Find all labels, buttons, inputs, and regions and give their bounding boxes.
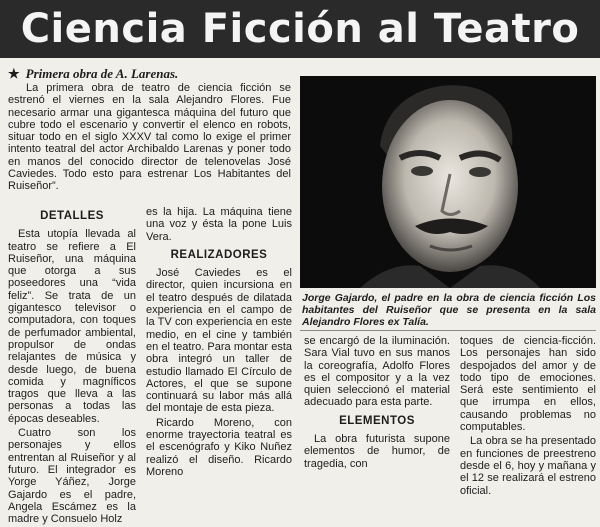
photo-caption: Jorge Gajardo, el padre en la obra de ciencia ficción Los habitantes del Ruiseñor que se presenta en la sala Alejandro Flores ex Talía. [302,292,596,328]
kicker [8,66,178,82]
lead-text: La primera obra de teatro de ciencia ficción se estrenó el viernes en la sala Alejandro Flores. Fue necesario armar una gigantesca máquina del futuro que cubre todo el escenario y convertir el elenco en robots, situar todo en el siglo XXXV tal como lo exige el primer intento teatral del actor Archibaldo Larenas y poner todo en manos del conocido director de telenovelas José Caviedes. Todo esto para estrenar Los Habitantes del Ruiseñor”. [8,82,291,193]
column-3 [304,335,450,472]
section-heading-elementos: ELEMENTOS [339,414,415,427]
col2-continuation: es la hija. La máquina tiene una voz y ésta la pone Luis Vera. [146,206,292,243]
col4-paragraph: La obra se ha presentado en funciones de preestreno desde el 6, hoy y mañana y el 12 se realizará el estreno oficial. [460,435,596,497]
star-icon: ★ [8,66,20,81]
headline: Ciencia Ficción al Teatro [0,0,600,58]
lead-paragraph [8,82,291,193]
section-heading-realizadores: REALIZADORES [170,248,268,261]
portrait-photo [300,76,596,288]
kicker-text: Primera obra de A. Larenas. [25,66,179,81]
col2-paragraph: José Caviedes es el director, quien incursiona en el teatro después de dilatada experiencia en el campo de la TV con experiencia en este medio, en el cine y también en el teatro. Para montar esta obra integró un taller de estudio llamado El Círculo de Actores, el que se supone continuará su labor más allá del montaje de esta pieza. [146,267,292,415]
col1-paragraph: Esta utopía llevada al teatro se refiere a El Ruiseñor, una máquina que otorga a sus poseedores una “vida feliz”. Se trata de un gigantesco televisor o computadora, con toques de perfumador ambiental, propulsor de ondas relajantes de música y desde luego, de buena comida y magníficos tragos que lleva a las personas a todas las épocas deseables. [8,228,136,425]
col4-paragraph: toques de ciencia-ficción. Los personajes han sido despojados del amor y de todo tipo de emociones. Será este sentimiento el que irrumpa en ellos, causando problemas no computables. [460,335,596,434]
col3-paragraph: La obra futurista supone elementos de humor, de tragedia, con [304,433,450,470]
column-1 [8,204,136,527]
section-heading-detalles: DETALLES [40,210,104,222]
caption-divider [300,330,596,331]
col2-paragraph: Ricardo Moreno, con enorme trayectoria teatral es el escenógrafo y Kiko Nuñez realizó el diseño. Ricardo Moreno [146,416,292,478]
portrait-image [300,76,596,288]
col3-continuation: se encargó de la iluminación. Sara Vial tuvo en sus manos la coreografía, Adolfo Flores es el compositor y a la vez quien seleccionó el material adecuado para esta parte. [304,335,450,409]
column-2 [146,206,292,480]
column-4 [460,335,596,499]
col1-paragraph: Cuatro son los personajes y ellos entrentan al Ruiseñor y al futuro. El integrador es Yorge Yáñez, Jorge Gajardo es el padre, Angela Escámez es la madre y Consuelo Holz [8,427,136,526]
